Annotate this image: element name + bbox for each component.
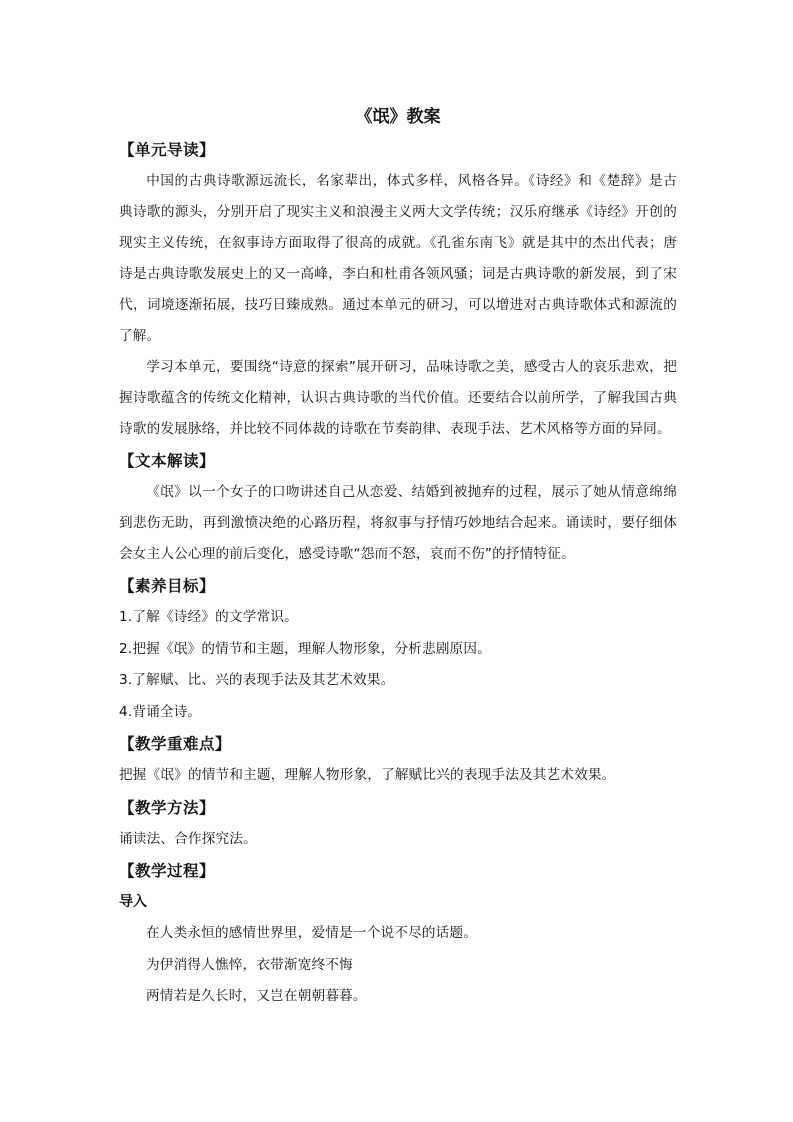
goal-item-2: 2.把握《氓》的情节和主题，理解人物形象，分析悲剧原因。: [119, 640, 492, 657]
goal-item-1: 1.了解《诗经》的文学常识。: [119, 609, 298, 625]
methods-text: 诵读法、合作探究法。: [119, 830, 257, 847]
heading-goals: 【素养目标】: [119, 577, 216, 595]
heading-unit-intro: 【单元导读】: [119, 141, 216, 159]
unit-intro-paragraph-1: 中国的古典诗歌源远流长，名家辈出，体式多样，风格各异。《诗经》和《楚辞》是古典诗歌的源头，分别开启了现实主义和浪漫主义两大文学传统；汉乐府继承《诗经》开创的现实主义传统，在叙事诗方面取得了很高的成就。《孔雀东南飞》就是其中的杰出代表；唐诗是古典诗歌发展史上的又一高峰，李白和杜甫各领风骚；词是古典诗歌的新发展，到了宋代，词境逐渐拓展，技巧日臻成熟。通过本单元的研习，可以增进对古典诗歌体式和源流的了解。: [119, 173, 677, 344]
document-content: [119, 100, 677, 1013]
goal-item-3: 3.了解赋、比、兴的表现手法及其艺术效果。: [119, 672, 395, 688]
key-points-text: 把握《氓》的情节和主题，理解人物形象，了解赋比兴的表现手法及其艺术效果。: [119, 767, 616, 783]
heading-methods: 【教学方法】: [119, 798, 216, 817]
text-reading-paragraph: 《氓》以一个女子的口吻讲述自己从恋爱、结婚到被抛弃的过程，展示了她从情意绵绵到悲伤无助，再到激愤决绝的心路历程，将叙事与抒情巧妙地结合起来。诵读时，要仔细体会女主人公心理的前后变化，感受诗歌“怨而不怒，哀而不伤”的抒情特征。: [119, 484, 677, 562]
process-line-3: 两情若是久长时，又岂在朝朝暮暮。: [146, 988, 367, 1004]
heading-process: 【教学过程】: [119, 862, 216, 880]
process-subheading-intro: 导入: [119, 894, 147, 910]
goal-item-4: 4.背诵全诗。: [119, 703, 202, 720]
process-line-1: 在人类永恒的感情世界里，爱情是一个说不尽的话题。: [146, 925, 478, 941]
heading-key-points: 【教学重难点】: [119, 735, 232, 753]
process-line-2: 为伊消得人憔悴，衣带渐宽终不悔: [146, 956, 353, 973]
unit-intro-paragraph-2: 学习本单元，要围绕“诗意的探索”展开研习，品味诗歌之美，感受古人的哀乐悲欢，把握诗歌蕴含的传统文化精神，认识古典诗歌的当代价值。还要结合以前所学，了解我国古典诗歌的发展脉络，并比较不同体裁的诗歌在节奏韵律、表现手法、艺术风格等方面的异同。: [119, 359, 677, 437]
heading-text-reading: 【文本解读】: [119, 452, 216, 470]
document-title: 《氓》教案: [355, 107, 441, 127]
